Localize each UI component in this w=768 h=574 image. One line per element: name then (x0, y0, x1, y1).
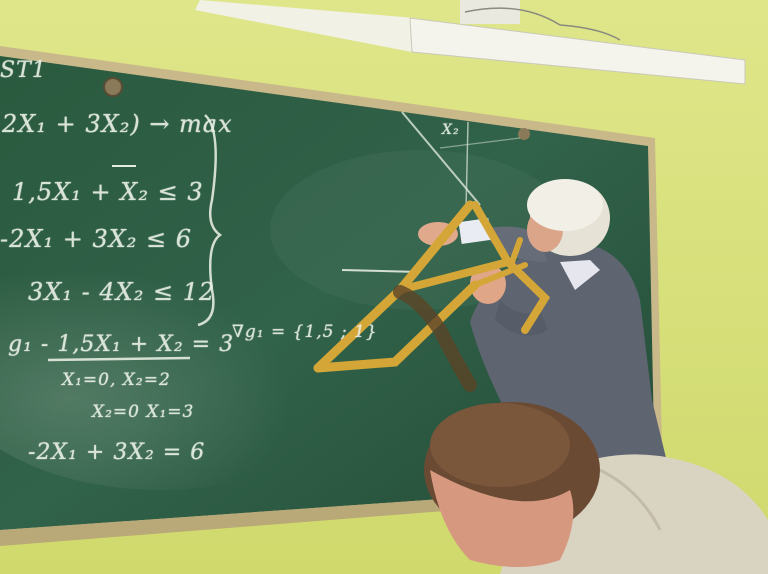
board-corner-text: ST1 (0, 58, 47, 83)
intercept-point-1: X₁=0, X₂=2 (62, 370, 171, 390)
constraint-1: 1,5X₁ + X₂ ≤ 3 (12, 178, 204, 206)
constraint-2: -2X₁ + 3X₂ ≤ 6 (0, 225, 193, 253)
axis-label: X₂ (442, 122, 460, 138)
constraint-3: 3X₁ - 4X₂ ≤ 12 (28, 278, 216, 306)
gradient-label: ∇g₁ = {1,5 ; 1} (232, 322, 378, 342)
intercept-point-2: X₂=0 X₁=3 (92, 402, 195, 422)
line-equation-2: -2X₁ + 3X₂ = 6 (28, 440, 206, 465)
objective-function: 2X₁ + 3X₂) → max (2, 110, 233, 138)
line-equation: g₁ - 1,5X₁ + X₂ = 3 (8, 332, 235, 357)
